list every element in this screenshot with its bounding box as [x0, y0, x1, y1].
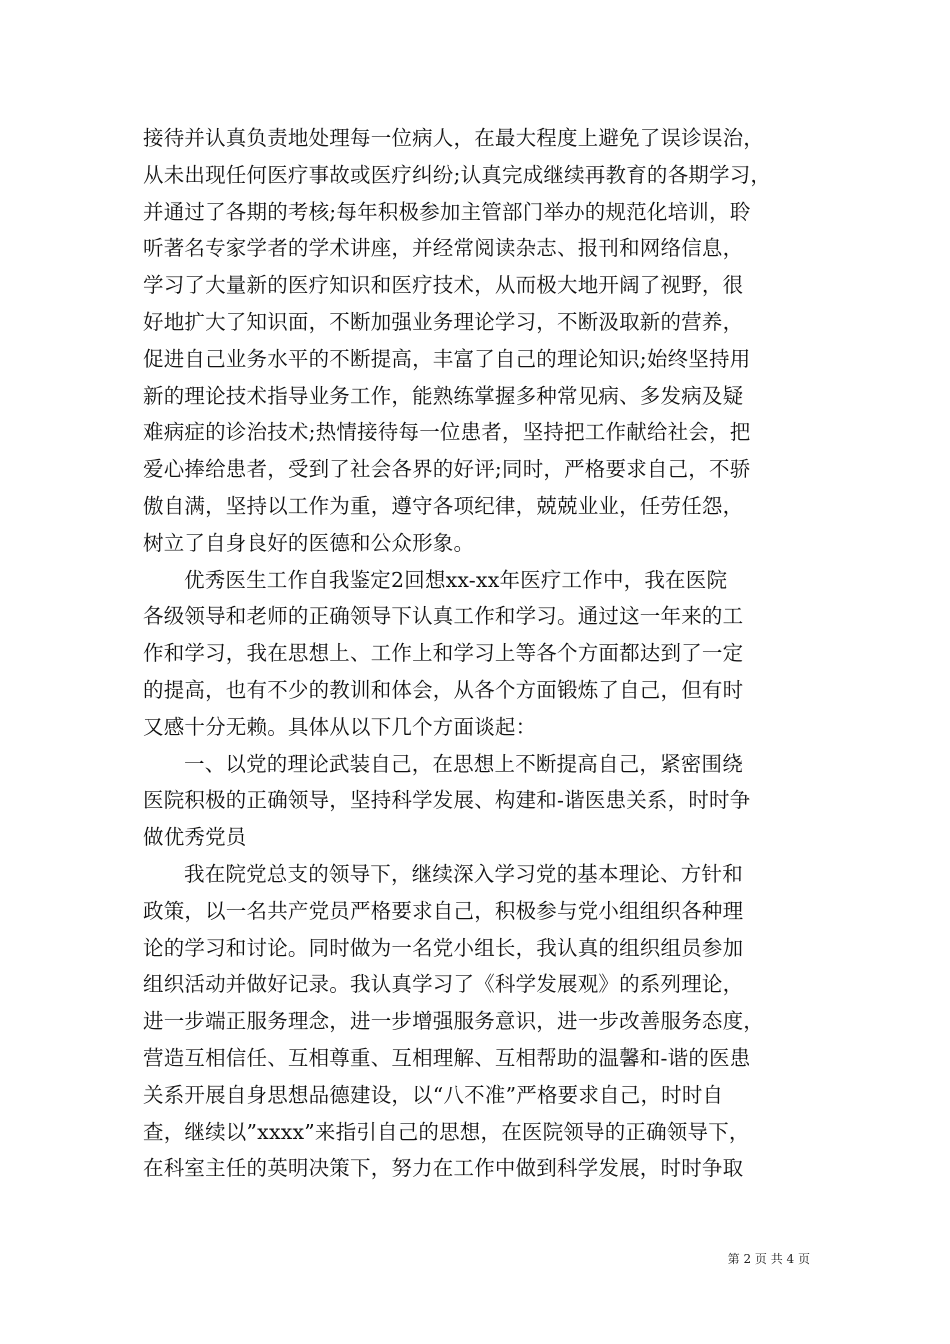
text-line: 各级领导和老师的正确领导下认真工作和学习。通过这一年来的工: [143, 604, 744, 629]
text-line: 促进自己业务水平的不断提高，丰富了自己的理论知识;始终坚持用: [143, 346, 751, 371]
text-line: 的提高，也有不少的教训和体会，从各个方面锻炼了自己，但有时: [143, 677, 744, 702]
text-line: 接待并认真负责地处理每一位病人，在最大程度上避免了误诊误治，: [143, 126, 764, 150]
text-line: 关系开展自身思想品德建设，以“八不准”严格要求自己，时时自: [143, 1082, 724, 1107]
text-line: 营造互相信任、互相尊重、互相理解、互相帮助的温馨和-谐的医患: [143, 1045, 751, 1070]
text-line: 进一步端正服务理念，进一步增强服务意识，进一步改善服务态度，: [143, 1009, 764, 1034]
text-line: 我在院党总支的领导下，继续深入学习党的基本理论、方针和: [184, 861, 743, 886]
text-line: 一、以党的理论武装自己，在思想上不断提高自己，紧密围绕: [184, 751, 743, 776]
text-line: 又感十分无赖。具体从以下几个方面谈起：: [143, 714, 537, 739]
text-line: 作和学习，我在思想上、工作上和学习上等各个方面都达到了一定: [143, 641, 744, 666]
text-line: 做优秀党员: [143, 825, 247, 850]
text-line: 听著名专家学者的学术讲座，并经常阅读杂志、报刊和网络信息，: [143, 236, 744, 261]
text-line: 学习了大量新的医疗知识和医疗技术，从而极大地开阔了视野，很: [143, 273, 744, 298]
text-line: 在科室主任的英明决策下，努力在工作中做到科学发展，时时争取: [143, 1156, 744, 1181]
document-body: [143, 120, 815, 1187]
text-line: 医院积极的正确领导，坚持科学发展、构建和-谐医患关系，时时争: [143, 788, 751, 813]
text-line: 难病症的诊治技术;热情接待每一位患者，坚持把工作献给社会，把: [143, 420, 751, 445]
page-number: 第 2 页 共 4 页: [727, 1252, 810, 1266]
text-line: 新的理论技术指导业务工作，能熟练掌握多种常见病、多发病及疑: [143, 383, 744, 408]
text-line: 好地扩大了知识面，不断加强业务理论学习，不断汲取新的营养，: [143, 309, 744, 334]
text-line: 傲自满，坚持以工作为重，遵守各项纪律，兢兢业业，任劳任怨，: [143, 493, 744, 518]
text-line: 爱心捧给患者，受到了社会各界的好评;同时，严格要求自己，不骄: [143, 457, 751, 482]
text-line: 查，继续以”xxxx”来指引自己的思想，在医院领导的正确领导下，: [143, 1119, 750, 1144]
text-line: 组织活动并做好记录。我认真学习了《科学发展观》的系列理论，: [143, 972, 744, 997]
text-line: 并通过了各期的考核;每年积极参加主管部门举办的规范化培训，聆: [143, 199, 751, 224]
text-line: 政策，以一名共产党员严格要求自己，积极参与党小组组织各种理: [143, 898, 744, 923]
text-line: 从未出现任何医疗事故或医疗纠纷;认真完成继续再教育的各期学习，: [143, 162, 772, 187]
text-line: 优秀医生工作自我鉴定2回想xx-xx年医疗工作中，我在医院: [184, 567, 728, 592]
text-line: 树立了自身良好的医德和公众形象。: [143, 530, 475, 555]
text-line: 论的学习和讨论。同时做为一名党小组长，我认真的组织组员参加: [143, 935, 744, 960]
